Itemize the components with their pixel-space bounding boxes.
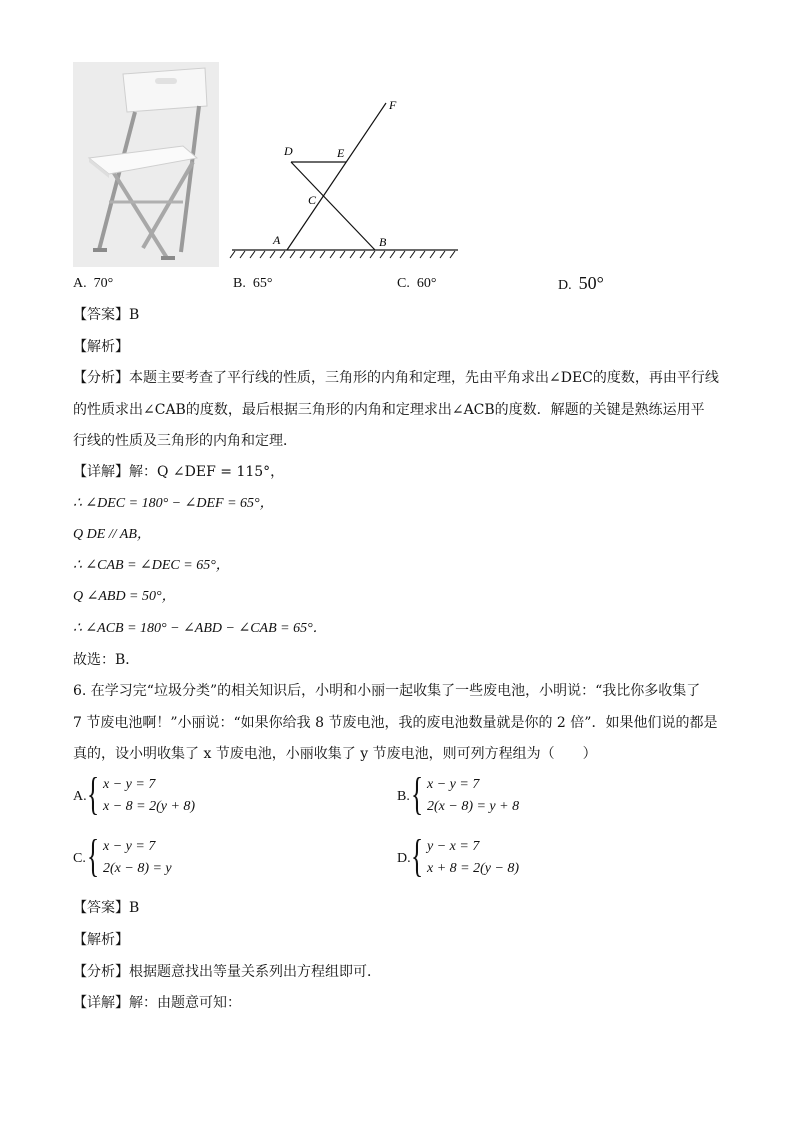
- q5-detail-line-1: 【详解】解：Q ∠DEF = 115°，: [73, 464, 285, 480]
- label-C: C: [308, 193, 317, 207]
- q6-option-b-eq2: 2(x − 8) = y + 8: [427, 799, 520, 814]
- q6-option-a-eq2: x − 8 = 2(y + 8): [103, 799, 196, 814]
- q5-detail-line-4: ∴ ∠CAB = ∠DEC = 65°，: [73, 558, 230, 573]
- left-brace-icon: {: [411, 830, 424, 881]
- q6-option-b: [397, 768, 637, 825]
- left-brace-icon: {: [87, 830, 100, 881]
- q5-option-d: [558, 273, 604, 294]
- q5-fenxi-line-2: 的性质求出∠CAB的度数，最后根据三角形的内角和定理求出∠ACB的度数．解题的关键是熟练运用平: [73, 402, 705, 418]
- q6-option-a-eq1: x − y = 7: [103, 777, 156, 792]
- label-D: D: [284, 144, 293, 158]
- q6-option-d: [397, 830, 637, 887]
- q5-option-a-label: A.: [73, 276, 87, 291]
- label-A: A: [273, 233, 281, 247]
- q6-stem-line-3: 真的，设小明收集了 x 节废电池，小丽收集了 y 节废电池，则可列方程组为（ ）: [73, 746, 597, 762]
- q5-conclusion: 故选：B．: [73, 652, 140, 668]
- q6-option-c-eq2: 2(x − 8) = y: [103, 861, 172, 876]
- q5-option-b-label: B.: [233, 276, 246, 291]
- q6-option-a-label: A.: [73, 789, 87, 804]
- q5-option-d-value: 50°: [578, 273, 604, 293]
- q5-fenxi-line-3: 行线的性质及三角形的内角和定理．: [73, 433, 297, 449]
- q6-option-b-eq1: x − y = 7: [427, 777, 480, 792]
- q6-option-c: [73, 830, 313, 887]
- q5-option-a: [73, 276, 113, 292]
- label-E: E: [337, 146, 345, 160]
- q5-option-c-label: C.: [397, 276, 410, 291]
- q5-analysis-heading: 【解析】: [73, 339, 129, 355]
- q5-detail-line-3: Q DE // AB，: [73, 527, 151, 542]
- q6-option-c-label: C.: [73, 851, 86, 866]
- q5-option-c-value: 60°: [416, 276, 437, 291]
- q6-option-a: [73, 768, 313, 825]
- q6-option-d-label: D.: [397, 851, 411, 866]
- q5-detail-line-2: ∴ ∠DEC = 180° − ∠DEF = 65°，: [73, 496, 274, 511]
- folding-chair-photo: [73, 62, 219, 267]
- label-F: F: [389, 98, 397, 112]
- left-brace-icon: {: [411, 768, 424, 819]
- label-B: B: [379, 235, 387, 249]
- q5-option-d-label: D.: [558, 278, 572, 293]
- q5-answer: 【答案】B: [73, 307, 140, 323]
- q5-option-b: [233, 276, 272, 292]
- q6-option-d-eq1: y − x = 7: [427, 839, 480, 854]
- q5-option-c: [397, 276, 436, 292]
- q6-option-d-eq2: x + 8 = 2(y − 8): [427, 861, 520, 876]
- q5-option-a-value: 70°: [93, 276, 114, 291]
- q5-option-b-value: 65°: [252, 276, 273, 291]
- left-brace-icon: {: [87, 768, 100, 819]
- q6-option-c-eq1: x − y = 7: [103, 839, 156, 854]
- q6-fenxi: 【分析】根据题意找出等量关系列出方程组即可．: [73, 964, 381, 980]
- q6-stem-line-2: 7 节废电池啊！”小丽说：“如果你给我 8 节废电池，我的废电池数量就是你的 2 倍”．如果他们说的都是: [73, 715, 718, 731]
- geometry-figure: [225, 95, 465, 265]
- q6-option-b-label: B.: [397, 789, 410, 804]
- q6-detail: 【详解】解：由题意可知：: [73, 995, 241, 1011]
- q6-answer: 【答案】B: [73, 900, 140, 916]
- q5-detail-line-6: ∴ ∠ACB = 180° − ∠ABD − ∠CAB = 65°．: [73, 621, 327, 636]
- q6-stem-line-1: 6. 在学习完“垃圾分类”的相关知识后，小明和小丽一起收集了一些废电池，小明说：“我比你多收集了: [73, 683, 701, 699]
- q6-analysis-heading: 【解析】: [73, 932, 129, 948]
- q5-fenxi-line-1: 【分析】本题主要考查了平行线的性质，三角形的内角和定理，先由平角求出∠DEC的度数，再由平行线: [73, 370, 719, 386]
- q5-detail-line-5: Q ∠ABD = 50°，: [73, 589, 176, 604]
